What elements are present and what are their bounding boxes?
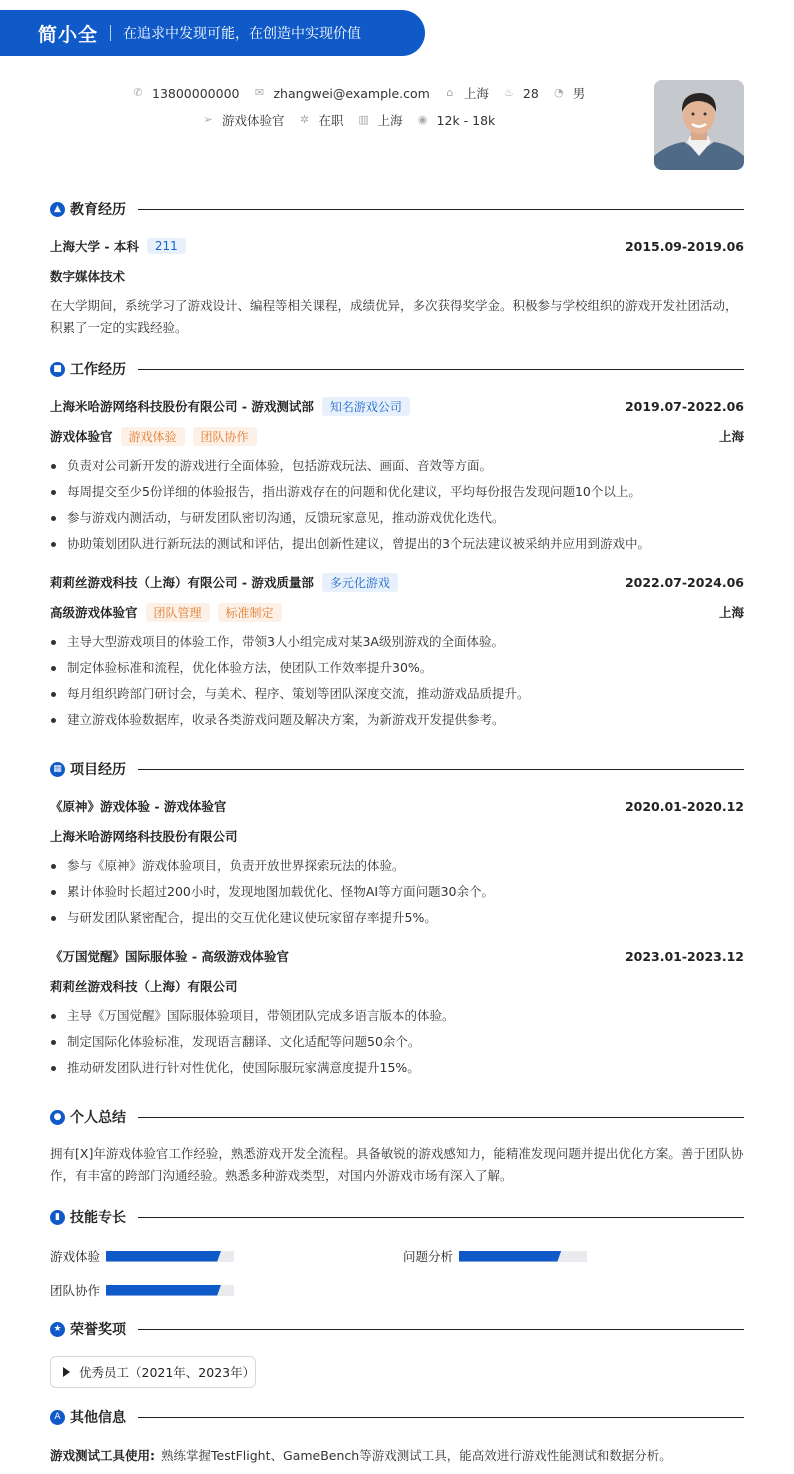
project-2-header-row xyxy=(50,947,744,965)
section-divider xyxy=(138,769,744,770)
list-item: 每月组织跨部门研讨会，与美术、程序、策划等团队深度交流，推动游戏品质提升。 xyxy=(50,681,744,707)
salary-text: 12k - 18k xyxy=(436,112,496,128)
status-text: 在职 xyxy=(318,113,344,128)
candidate-name: 简小全 xyxy=(38,23,99,46)
avatar-photo xyxy=(654,80,744,170)
work-location: 上海 xyxy=(718,605,744,620)
section-divider xyxy=(138,1417,744,1418)
section-divider xyxy=(138,1117,744,1118)
section-title: 项目经历 xyxy=(70,762,126,778)
work-1-header-row xyxy=(50,397,744,415)
contact-row-1 xyxy=(132,84,599,102)
contact-phone xyxy=(132,86,239,101)
section-divider xyxy=(138,1217,744,1218)
honor-item xyxy=(50,1356,256,1388)
section-education-header xyxy=(50,199,744,219)
skill-name: 游戏体验 xyxy=(50,1249,101,1264)
list-item: 制定体验标准和流程，优化体验方法，使团队工作效率提升30%。 xyxy=(50,655,744,681)
contact-row-2 xyxy=(202,111,509,129)
work-2-bullets xyxy=(50,629,744,733)
skill-item xyxy=(50,1281,234,1299)
contact-email xyxy=(253,86,429,101)
candidate-motto: 在追求中发现可能，在创造中实现价值 xyxy=(123,26,362,42)
skill-bar-fill xyxy=(459,1251,561,1262)
list-item: 制定国际化体验标准，发现语言翻译、文化适配等问题50余个。 xyxy=(50,1029,744,1055)
list-item: 推动研发团队进行针对性优化，使国际服玩家满意度提升15%。 xyxy=(50,1055,744,1081)
company-name: 莉莉丝游戏科技（上海）有限公司 - 游戏质量部 xyxy=(50,575,314,590)
project-date: 2023.01-2023.12 xyxy=(624,948,744,964)
section-title: 技能专长 xyxy=(70,1210,126,1226)
role-tag: 游戏体验 xyxy=(121,427,185,446)
education-description: 在大学期间，系统学习了游戏设计、编程等相关课程，成绩优异，多次获得奖学金。积极参与学校组织的游戏开发社团活动，积累了一定的实践经验。 xyxy=(50,298,738,335)
skill-item xyxy=(403,1247,587,1265)
position-text: 游戏体验官 xyxy=(222,113,285,128)
play-icon xyxy=(63,1367,70,1377)
contact-status xyxy=(299,111,344,129)
section-title: 工作经历 xyxy=(70,362,126,378)
skill-name: 问题分析 xyxy=(403,1249,454,1264)
send-icon: ➢ xyxy=(203,113,213,126)
avatar-portrait xyxy=(654,80,744,170)
project-org: 莉莉丝游戏科技（上海）有限公司 xyxy=(50,979,238,994)
education-major-row xyxy=(50,267,744,285)
section-divider xyxy=(138,369,744,370)
section-other-header xyxy=(50,1407,744,1427)
company-name: 上海米哈游网络科技股份有限公司 - 游戏测试部 xyxy=(50,399,314,414)
other-info-row xyxy=(50,1446,744,1464)
gender-icon: ◔ xyxy=(553,86,564,99)
honor-text: 优秀员工（2021年、2023年） xyxy=(79,1365,256,1380)
bar-chart-icon: ▮ xyxy=(50,1210,65,1225)
section-divider xyxy=(138,1329,744,1330)
section-skills-header xyxy=(50,1207,744,1227)
phone-icon: ✆ xyxy=(133,86,143,99)
skill-bar xyxy=(106,1285,234,1296)
header-banner xyxy=(0,10,425,56)
project-1-header-row xyxy=(50,797,744,815)
education-header-row xyxy=(50,237,744,255)
list-item: 参与游戏内测活动，与研发团队密切沟通，反馈玩家意见，推动游戏优化迭代。 xyxy=(50,505,744,531)
section-divider xyxy=(138,209,744,210)
section-work-header xyxy=(50,359,744,379)
age-text: 28 xyxy=(522,85,539,101)
mail-icon: ✉ xyxy=(254,86,265,99)
role-name: 游戏体验官 xyxy=(50,429,113,444)
section-title: 教育经历 xyxy=(70,202,126,218)
contact-age xyxy=(503,86,539,101)
project-title: 《原神》游戏体验 - 游戏体验官 xyxy=(50,799,227,814)
skill-bar xyxy=(106,1251,234,1262)
work-date: 2019.07-2022.06 xyxy=(624,398,744,414)
section-projects-header xyxy=(50,759,744,779)
project-org: 上海米哈游网络科技股份有限公司 xyxy=(50,829,238,844)
role-tag: 团队协作 xyxy=(193,427,257,446)
contact-city xyxy=(358,111,403,129)
section-title: 其他信息 xyxy=(70,1410,126,1426)
company-tag: 多元化游戏 xyxy=(322,573,398,592)
gender-text: 男 xyxy=(572,86,586,101)
work-date: 2022.07-2024.06 xyxy=(624,574,744,590)
briefcase-icon: ■ xyxy=(50,362,65,377)
section-title: 荣誉奖项 xyxy=(70,1322,126,1338)
location-text: 上海 xyxy=(463,86,489,101)
contact-position xyxy=(202,111,285,129)
status-icon: ✲ xyxy=(299,113,310,126)
school-tag: 211 xyxy=(147,238,186,254)
project-1-bullets xyxy=(50,853,744,931)
phone-text: 13800000000 xyxy=(152,85,240,101)
project-2-bullets xyxy=(50,1003,744,1081)
city-text: 上海 xyxy=(377,113,403,128)
contact-location xyxy=(444,84,489,102)
project-1-org-row xyxy=(50,827,744,845)
major-name: 数字媒体技术 xyxy=(50,269,126,284)
work-1-bullets xyxy=(50,453,744,557)
section-honors-header xyxy=(50,1319,744,1339)
project-2-org-row xyxy=(50,977,744,995)
list-item: 每周提交至少5份详细的体验报告，指出游戏存在的问题和优化建议，平均每份报告发现问题10个以上。 xyxy=(50,479,744,505)
school-name: 上海大学 - 本科 xyxy=(50,239,139,254)
project-date: 2020.01-2020.12 xyxy=(624,798,744,814)
cake-icon: ♨ xyxy=(503,86,514,99)
work-2-role-row xyxy=(50,603,744,621)
user-icon: ● xyxy=(50,1110,65,1125)
graduation-cap-icon: ▲ xyxy=(50,202,65,217)
contact-gender xyxy=(553,84,586,102)
summary-text: 拥有[X]年游戏体验官工作经验，熟悉游戏开发全流程。具备敏锐的游戏感知力，能精准发现问题并提出优化方案。善于团队协作，有丰富的跨部门沟通经验。熟悉多种游戏类型，对国内外游戏市场有深入了解。 xyxy=(50,1146,744,1183)
other-label: 游戏测试工具使用: xyxy=(50,1448,155,1463)
skill-name: 团队协作 xyxy=(50,1283,101,1298)
list-item: 建立游戏体验数据库，收录各类游戏问题及解决方案，为新游戏开发提供参考。 xyxy=(50,707,744,733)
skill-bar-fill xyxy=(106,1251,221,1262)
list-item: 累计体验时长超过200小时，发现地图加载优化、怪物AI等方面问题30余个。 xyxy=(50,879,744,905)
contact-salary xyxy=(417,113,496,128)
grid-icon: ▦ xyxy=(50,762,65,777)
list-item: 与研发团队紧密配合，提出的交互优化建议使玩家留存率提升5%。 xyxy=(50,905,744,931)
home-icon: ⌂ xyxy=(446,86,454,99)
section-title: 个人总结 xyxy=(70,1110,126,1126)
skill-bar-fill xyxy=(106,1285,221,1296)
skill-item xyxy=(50,1247,234,1265)
other-text: 熟练掌握TestFlight、GameBench等游戏测试工具，能高效进行游戏性能测试和数据分析。 xyxy=(161,1448,672,1463)
work-1-role-row xyxy=(50,427,744,445)
company-tag: 知名游戏公司 xyxy=(322,397,410,416)
list-item: 主导《万国觉醒》国际服体验项目，带领团队完成多语言版本的体验。 xyxy=(50,1003,744,1029)
role-name: 高级游戏体验官 xyxy=(50,605,138,620)
work-location: 上海 xyxy=(718,429,744,444)
list-item: 主导大型游戏项目的体验工作，带领3人小组完成对某3A级别游戏的全面体验。 xyxy=(50,629,744,655)
list-item: 参与《原神》游戏体验项目，负责开放世界探索玩法的体验。 xyxy=(50,853,744,879)
list-item: 协助策划团队进行新玩法的测试和评估，提出创新性建议，曾提出的3个玩法建议被采纳并应用到游戏中。 xyxy=(50,531,744,557)
building-icon: ▥ xyxy=(358,113,369,126)
list-item: 负责对公司新开发的游戏进行全面体验，包括游戏玩法、画面、音效等方面。 xyxy=(50,453,744,479)
section-summary-header xyxy=(50,1107,744,1127)
salary-icon: ◉ xyxy=(417,113,428,126)
work-2-header-row xyxy=(50,573,744,591)
info-icon: A xyxy=(50,1410,65,1425)
project-title: 《万国觉醒》国际服体验 - 高级游戏体验官 xyxy=(50,949,289,964)
skill-bar xyxy=(459,1251,587,1262)
role-tag: 团队管理 xyxy=(146,603,210,622)
email-text: zhangwei@example.com xyxy=(273,85,430,101)
education-date: 2015.09-2019.06 xyxy=(624,238,744,254)
header-divider xyxy=(110,25,111,41)
award-icon: ★ xyxy=(50,1322,65,1337)
role-tag: 标准制定 xyxy=(218,603,282,622)
